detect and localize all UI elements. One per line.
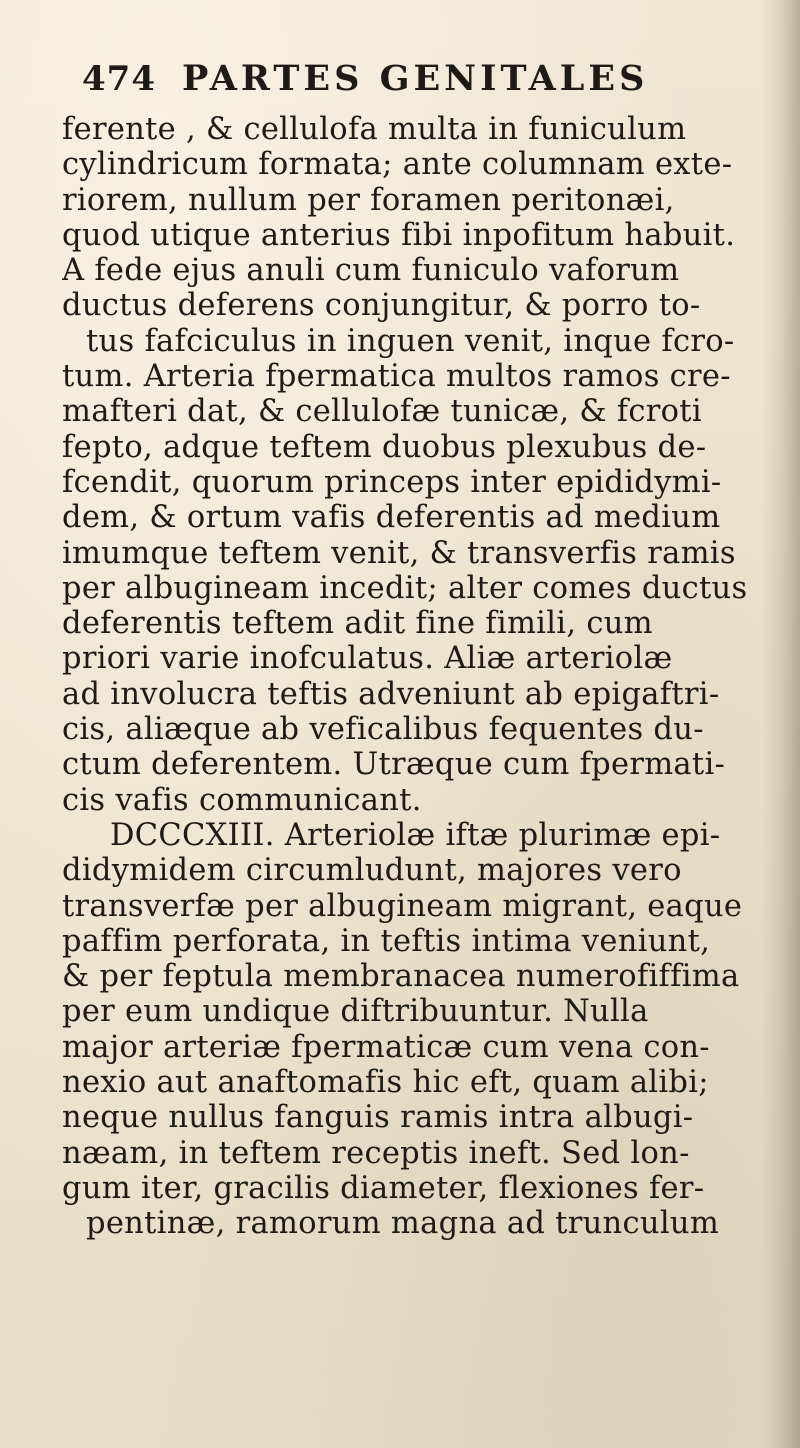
text-line: mafteri dat, & cellulofæ tunicæ, & fcroti bbox=[62, 394, 702, 430]
running-head: PARTES GENITALES bbox=[181, 58, 649, 99]
text-line: pentinæ, ramorum magna ad trunculum bbox=[86, 1206, 720, 1242]
text-line: riorem, nullum per foramen peritonæi, bbox=[62, 182, 675, 218]
text-line: neque nullus fanguis ramis intra albugi- bbox=[62, 1100, 694, 1136]
text-line: cis vafis communicant. bbox=[62, 782, 422, 818]
page-header bbox=[82, 58, 682, 106]
text-line: dem, & ortum vafis deferentis ad medium bbox=[62, 500, 721, 536]
text-line: cylindricum formata; ante columnam exte- bbox=[62, 147, 733, 183]
text-line: ad involucra teftis adveniunt ab epigaftri- bbox=[62, 676, 720, 712]
text-line: fepto, adque teftem duobus plexubus de- bbox=[62, 429, 707, 465]
text-line: priori varie inofculatus. Aliæ arteriolæ bbox=[62, 641, 673, 677]
text-line: cis, aliæque ab veficalibus fequentes du- bbox=[62, 712, 704, 748]
text-line: didymidem circumludunt, majores vero bbox=[62, 853, 682, 889]
text-line: tus fafciculus in inguen venit, inque fcro- bbox=[86, 323, 735, 359]
text-line: transverfæ per albugineam migrant, eaque bbox=[62, 888, 743, 924]
text-line: quod utique anterius fibi inpofitum habuit. bbox=[62, 217, 736, 253]
text-line: tum. Arteria fpermatica multos ramos cre- bbox=[62, 359, 731, 395]
text-line: deferentis teftem adit fine fimili, cum bbox=[62, 606, 653, 642]
section-heading-line: DCCCXIII. Arteriolæ iftæ plurimæ epi- bbox=[110, 817, 721, 853]
text-line: gum iter, gracilis diameter, flexiones fer- bbox=[62, 1170, 705, 1206]
text-line: paffim perforata, in teftis intima veniunt, bbox=[62, 923, 711, 959]
text-line: imumque teftem venit, & transverfis ramis bbox=[62, 535, 736, 571]
text-line: A fede ejus anuli cum funiculo vaforum bbox=[62, 253, 680, 289]
text-line: fcendit, quorum princeps inter epididymi- bbox=[62, 464, 722, 500]
text-line: næam, in teftem receptis ineft. Sed lon- bbox=[62, 1135, 690, 1171]
text-line: ctum deferentem. Utræque cum fpermati- bbox=[62, 747, 726, 783]
text-line: per albugineam incedit; alter comes ductus bbox=[62, 570, 748, 606]
text-line: ferente , & cellulofa multa in funiculum bbox=[62, 112, 687, 147]
text-line: ductus deferens conjungitur, & porro to- bbox=[62, 288, 701, 324]
body-text bbox=[62, 112, 762, 1242]
text-line: per eum undique diftribuuntur. Nulla bbox=[62, 994, 649, 1030]
page-gutter-shadow bbox=[762, 0, 800, 1448]
text-line: nexio aut anaftomafis hic eft, quam alibi; bbox=[62, 1065, 709, 1101]
text-line: major arteriæ fpermaticæ cum vena con- bbox=[62, 1029, 710, 1065]
page-number: 474 bbox=[82, 59, 156, 99]
text-line: & per feptula membranacea numerofiffima bbox=[62, 959, 740, 995]
